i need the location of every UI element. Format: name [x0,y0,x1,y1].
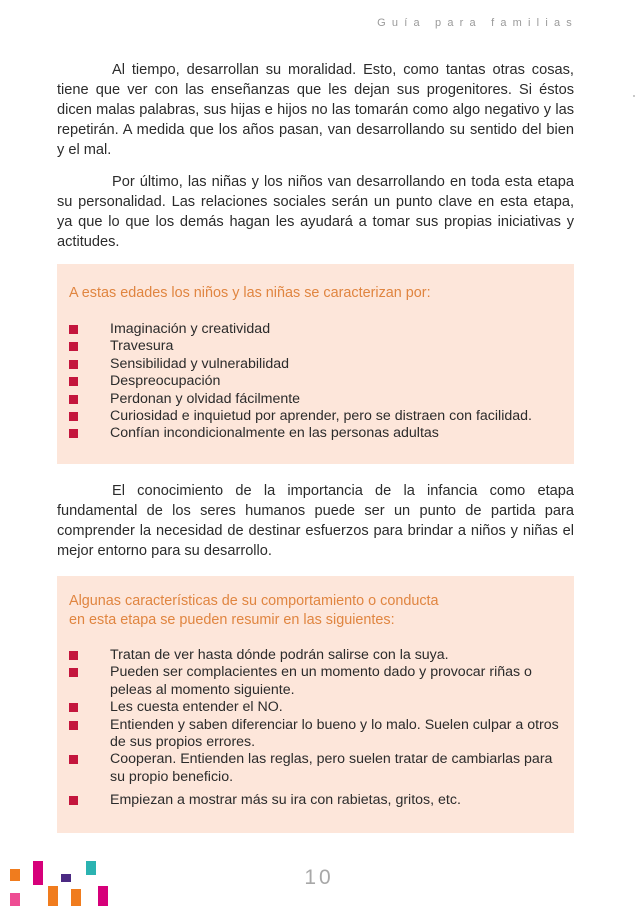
characteristics-list [69,321,568,443]
paragraph-personalidad [57,172,574,252]
square-bullet-icon [69,360,78,369]
edge-mark [633,95,635,97]
characteristics-box [57,264,574,464]
square-bullet-icon [69,325,78,334]
box-title: A estas edades los niños y las niñas se caracterizan por: [69,285,431,301]
deco-square-icon [10,893,20,906]
deco-square-icon [71,889,81,906]
list-item: Confían incondicionalmente en las personas adultas [69,425,568,442]
square-bullet-icon [69,429,78,438]
paragraph-text: El conocimiento de la importancia de la infancia como etapa fundamental de los seres humanos puede ser un punto de partida para comprender la necesidad de destinar esfuerzos para brindar a niños y niñas el mejor entorno para su desarrollo. [57,483,574,559]
list-item: Les cuesta entender el NO. [69,699,568,716]
square-bullet-icon [69,668,78,677]
behavior-box [57,576,574,833]
square-bullet-icon [69,796,78,805]
square-bullet-icon [69,412,78,421]
list-item: Tratan de ver hasta dónde podrán salirse con la suya. [69,647,568,664]
list-item: Pueden ser complacientes en un momento dado y provocar riñas o peleas al momento siguiente. [69,664,568,699]
running-header: Guía para familias [377,17,578,29]
list-item: Despreocupación [69,373,568,390]
list-item: Cooperan. Entienden las reglas, pero suelen tratar de cambiarlas para su propio beneficio. [69,751,568,786]
behavior-list [69,647,568,810]
list-item: Travesura [69,338,568,355]
paragraph-moralidad [57,60,574,160]
square-bullet-icon [69,721,78,730]
list-item: Entienden y saben diferenciar lo bueno y lo malo. Suelen culpar a otros de sus propios errores. [69,717,568,752]
list-item: Curiosidad e inquietud por aprender, pero se distraen con facilidad. [69,408,568,425]
square-bullet-icon [69,703,78,712]
page-number: 10 [304,866,334,889]
square-bullet-icon [69,395,78,404]
square-bullet-icon [69,651,78,660]
paragraph-text: Al tiempo, desarrollan su moralidad. Esto, como tantas otras cosas, tiene que ver con las enseñanzas que les dejan sus progenitores. Si éstos dicen malas palabras, sus hijas e hijos no las tomarán como algo negativo y las repetirán. A medida que los años pasan, van desarrollando su sentido del bien y el mal. [57,62,574,158]
box-title: Algunas características de su comportamiento o conducta en esta etapa se pueden resumir en las siguientes: [69,593,439,628]
square-bullet-icon [69,342,78,351]
list-item: Imaginación y creatividad [69,321,568,338]
list-item: Sensibilidad y vulnerabilidad [69,356,568,373]
paragraph-text: Por último, las niñas y los niños van desarrollando en toda esta etapa su personalidad. Las relaciones sociales serán un punto clave en esta etapa, ya que lo que los demás hagan les ayudará a tomar sus propias iniciativas y actitudes. [57,174,574,250]
list-item: Empiezan a mostrar más su ira con rabietas, gritos, etc. [69,792,568,809]
square-bullet-icon [69,755,78,764]
square-bullet-icon [69,377,78,386]
paragraph-infancia [57,481,574,561]
list-item: Perdonan y olvidad fácilmente [69,391,568,408]
